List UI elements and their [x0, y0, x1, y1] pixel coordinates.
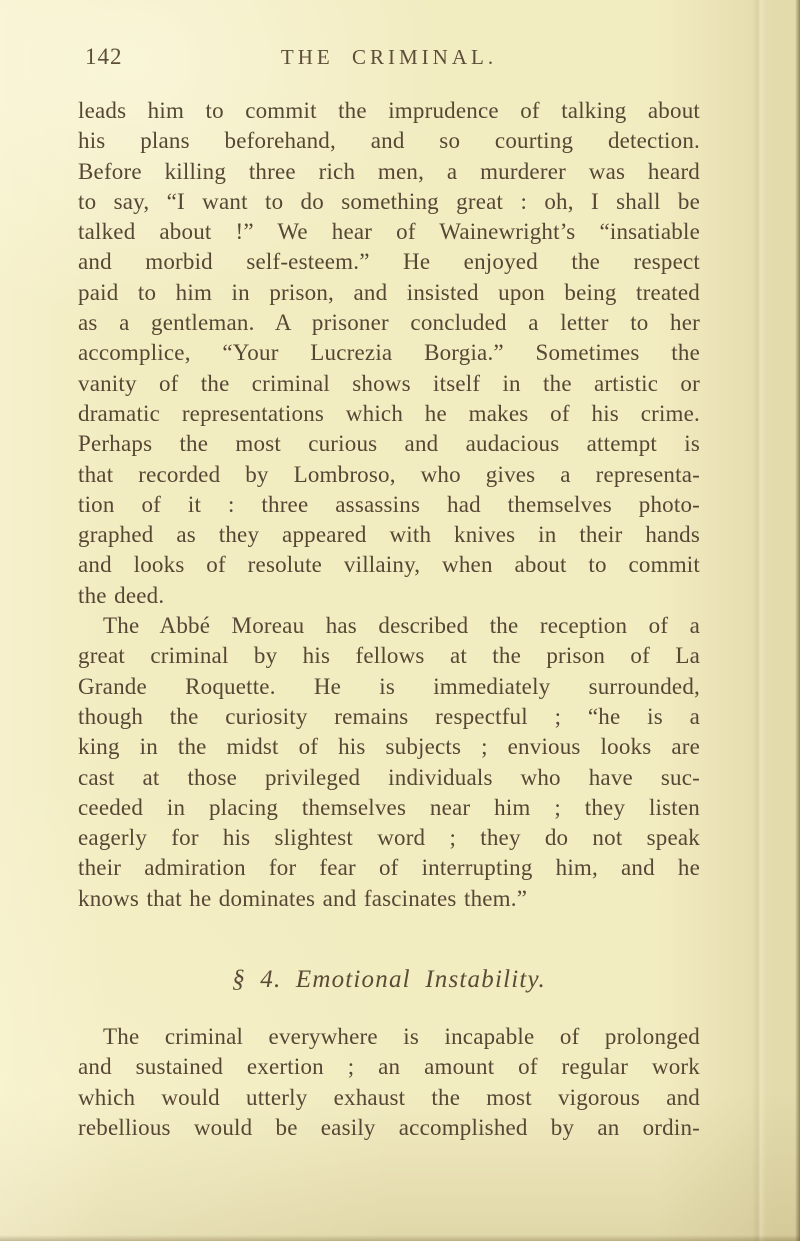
paragraph — [78, 1022, 700, 1143]
text-line: to say, “I want to do something great : oh, I shall be — [78, 188, 700, 214]
text-line: ceeded in placing themselves near him ; they listen — [78, 794, 700, 820]
paragraph — [78, 611, 700, 914]
text-line: knows that he dominates and fascinates them.” — [78, 885, 528, 911]
text-line: Grande Roquette. He is immediately surrounded, — [78, 673, 700, 699]
text-line: The criminal everywhere is incapable of prolonged — [103, 1024, 700, 1050]
text-line: rebellious would be easily accomplished by an ordin- — [78, 1114, 700, 1140]
text-line: the deed. — [78, 582, 165, 608]
running-header: THE CRIMINAL. — [280, 45, 498, 69]
text-line: talked about !” We hear of Wainewright’s “insatiable — [78, 219, 700, 245]
page-number: 142 — [85, 44, 123, 69]
text-line: Before killing three rich men, a murderer was heard — [78, 158, 700, 184]
text-line: and looks of resolute villainy, when about to commit — [78, 552, 700, 578]
page-crease — [752, 0, 766, 1241]
text-line: king in the midst of his subjects ; envious looks are — [78, 734, 700, 760]
text-line: as a gentleman. A prisoner concluded a letter to her — [78, 310, 700, 336]
text-line: vanity of the criminal shows itself in the artistic or — [78, 370, 700, 396]
section-heading: § 4. Emotional Instability. — [232, 966, 546, 994]
text-line: Perhaps the most curious and audacious attempt is — [78, 431, 700, 457]
page-header — [78, 44, 700, 74]
text-line: his plans beforehand, and so courting detection. — [78, 128, 700, 154]
text-line: cast at those privileged individuals who have suc- — [78, 764, 700, 790]
text-line: tion of it : three assassins had themselves photo- — [78, 491, 700, 517]
body-text — [78, 96, 700, 1143]
text-line: and sustained exertion ; an amount of regular work — [78, 1054, 700, 1080]
text-line: their admiration for fear of interrupting him, and he — [78, 855, 700, 881]
text-line: accomplice, “Your Lucrezia Borgia.” Sometimes the — [78, 340, 700, 366]
text-line: which would utterly exhaust the most vigorous and — [78, 1084, 700, 1110]
text-line: eagerly for his slightest word ; they do not speak — [78, 825, 700, 851]
page-edge-bottom — [0, 1235, 800, 1241]
page-edge-right — [795, 0, 800, 1241]
text-line: that recorded by Lombroso, who gives a representa- — [78, 461, 700, 487]
paragraph — [78, 96, 700, 611]
text-line: dramatic representations which he makes of his crime. — [78, 400, 700, 426]
text-line: and morbid self-esteem.” He enjoyed the respect — [78, 249, 700, 275]
text-line: great criminal by his fellows at the prison of La — [78, 643, 700, 669]
text-line: The Abbé Moreau has described the reception of a — [103, 613, 700, 639]
text-line: paid to him in prison, and insisted upon being treated — [78, 279, 700, 305]
text-line: though the curiosity remains respectful ; “he is a — [78, 703, 700, 729]
text-line: leads him to commit the imprudence of talking about — [78, 98, 700, 123]
text-line: graphed as they appeared with knives in their hands — [78, 522, 700, 548]
